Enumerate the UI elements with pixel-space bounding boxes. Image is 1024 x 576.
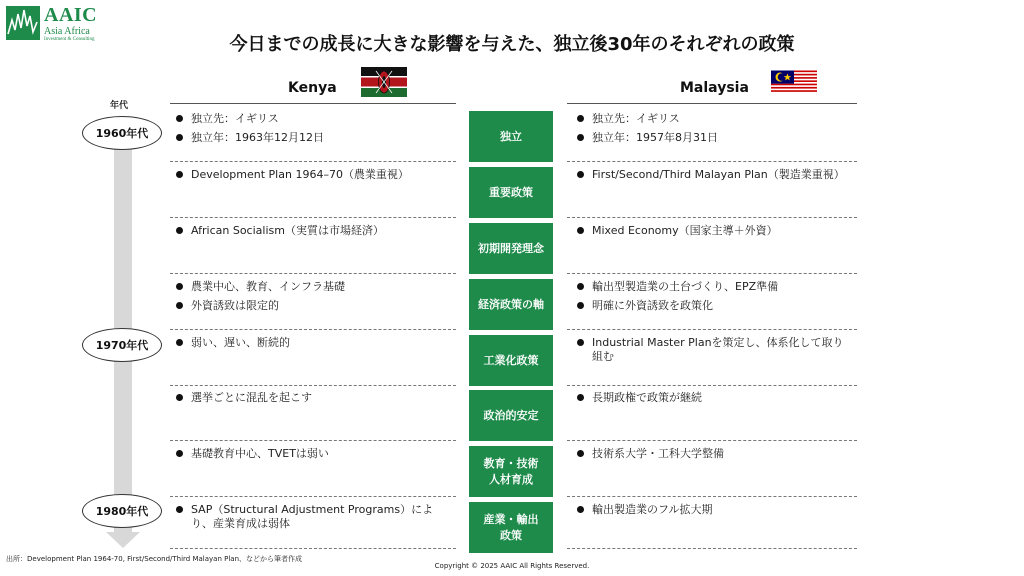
kenya-item-text: 独立年：1963年12月12日 [191,131,324,144]
bullet-icon [577,227,584,234]
page-title: 今日までの成長に大きな影響を与えた、独立後30年のそれぞれの政策 [229,34,795,55]
bullet-icon [176,283,183,290]
list-item [577,299,849,313]
malaysia-item-text: 独立年：1957年8月31日 [592,131,718,144]
list-item [577,280,849,294]
malaysia-cell [577,224,849,243]
list-item [176,503,454,531]
malaysia-cell [577,168,849,187]
decade-1970s: 1970年代 [82,328,162,362]
category-box: 政治的安定 [469,390,553,441]
bullet-icon [176,134,183,141]
malaysia-flag-icon [771,67,817,97]
malaysia-item-text: 明確に外資誘致を政策化 [592,299,713,312]
list-item [176,112,454,126]
kenya-cell [176,447,454,466]
logo-tagline: Investment & Consulting [44,37,95,42]
bullet-icon [176,506,183,513]
list-item [577,168,849,182]
decade-1960s: 1960年代 [82,116,162,150]
category-box: 教育・技術 人材育成 [469,446,553,497]
kenya-item-text: SAP（Structural Adjustment Programs）により、産業育成は弱体 [191,503,434,530]
list-item [176,168,454,182]
list-item [176,299,454,313]
bullet-icon [577,115,584,122]
list-item [577,224,849,238]
category-box: 独立 [469,111,553,162]
malaysia-cell [577,391,849,410]
bullet-icon [577,171,584,178]
list-item [577,503,849,517]
logo-brand: AAIC [44,4,98,26]
table-row [0,497,1024,552]
kenya-cell [176,336,454,355]
malaysia-item-text: 長期政権で政策が継続 [592,391,702,404]
bullet-icon [176,302,183,309]
row-divider [170,548,456,549]
bullet-icon [176,339,183,346]
kenya-item-text: 基礎教育中心、TVETは弱い [191,447,329,460]
bullet-icon [577,394,584,401]
kenya-item-text: 独立先：イギリス [191,112,279,125]
list-item [176,391,454,405]
kenya-header: Kenya [288,80,337,96]
bullet-icon [577,450,584,457]
list-item [176,131,454,145]
list-item [176,447,454,461]
malaysia-cell [577,280,849,318]
kenya-item-text: African Socialism（実質は市場経済） [191,224,384,237]
kenya-cell [176,168,454,187]
category-box: 産業・輸出 政策 [469,502,553,553]
bullet-icon [577,506,584,513]
category-box: 重要政策 [469,167,553,218]
kenya-cell [176,280,454,318]
kenya-header-rule [170,103,456,104]
kenya-item-text: 弱い、遅い、断続的 [191,336,290,349]
list-item [176,280,454,294]
category-box: 工業化政策 [469,335,553,386]
malaysia-cell [577,112,849,150]
table-row [0,330,1024,385]
malaysia-header-rule [567,103,857,104]
malaysia-item-text: 輸出製造業のフル拡大期 [592,503,713,516]
decade-1980s: 1980年代 [82,494,162,528]
bullet-icon [176,171,183,178]
table-row [0,218,1024,273]
malaysia-item-text: 輸出型製造業の土台づくり、EPZ準備 [592,280,779,293]
bullet-icon [176,450,183,457]
category-box: 初期開発理念 [469,223,553,274]
list-item [577,336,849,364]
row-divider [567,548,857,549]
logo-subtitle: Asia Africa [44,26,90,37]
list-item [577,131,849,145]
malaysia-item-text: 技術系大学・工科大学整備 [592,447,724,460]
malaysia-cell [577,447,849,466]
malaysia-item-text: Industrial Master Planを策定し、体系化して取り組む [592,336,844,363]
malaysia-item-text: 独立先：イギリス [592,112,680,125]
kenya-cell [176,224,454,243]
copyright: Copyright © 2025 AAIC All Rights Reserved. [434,562,590,570]
bullet-icon [176,394,183,401]
kenya-item-text: 選挙ごとに混乱を起こす [191,391,312,404]
kenya-cell [176,391,454,410]
bullet-icon [176,227,183,234]
malaysia-item-text: First/Second/Third Malayan Plan（製造業重視） [592,168,845,181]
table-row [0,162,1024,217]
kenya-item-text: 外資誘致は限定的 [191,299,279,312]
table-row [0,274,1024,329]
malaysia-header: Malaysia [680,80,749,96]
timeline-label: 年代 [110,101,129,111]
list-item [577,391,849,405]
malaysia-item-text: Mixed Economy（国家主導＋外資） [592,224,778,237]
bullet-icon [176,115,183,122]
list-item [176,336,454,350]
malaysia-cell [577,336,849,369]
bullet-icon [577,339,584,346]
kenya-cell [176,503,454,536]
table-row [0,441,1024,496]
kenya-item-text: 農業中心、教育、インフラ基礎 [191,280,345,293]
bullet-icon [577,134,584,141]
list-item [577,112,849,126]
bullet-icon [577,283,584,290]
source-note: 出所：Development Plan 1964-70, First/Second/Third Malayan Plan、などから筆者作成 [6,555,303,563]
kenya-item-text: Development Plan 1964–70（農業重視） [191,168,409,181]
kenya-flag-icon [361,67,407,97]
category-box: 経済政策の軸 [469,279,553,330]
list-item [176,224,454,238]
bullet-icon [577,302,584,309]
table-row [0,385,1024,440]
malaysia-cell [577,503,849,522]
list-item [577,447,849,461]
table-row [0,106,1024,161]
kenya-cell [176,112,454,150]
